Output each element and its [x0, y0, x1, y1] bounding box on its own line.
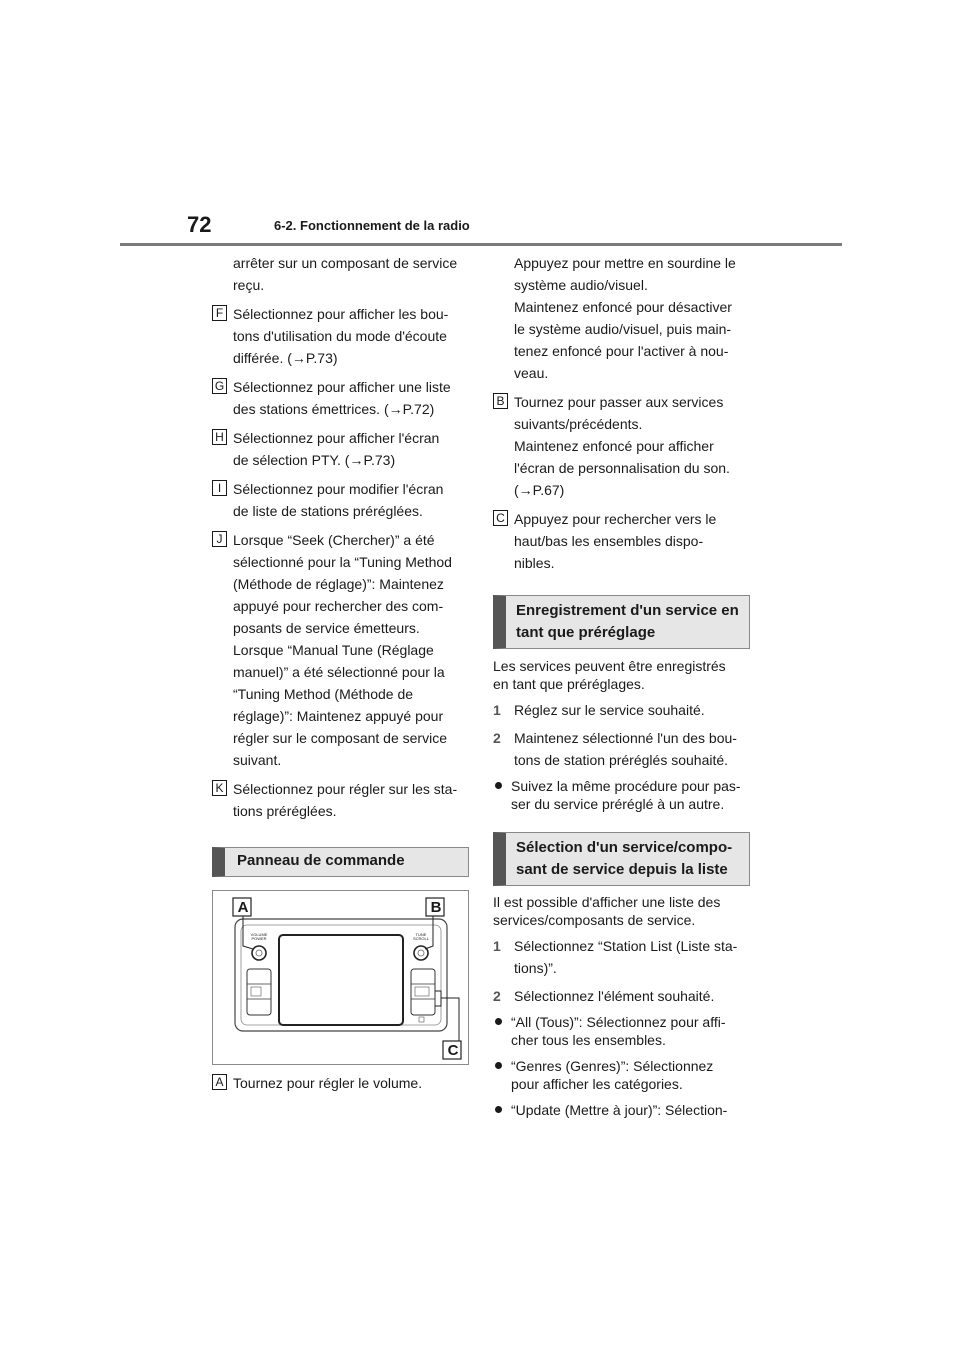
text-line: ser du service préréglé à un autre. — [511, 796, 725, 812]
continued-text — [493, 252, 753, 384]
text-line: tons de station préréglés souhaité. — [514, 752, 729, 768]
text-line: Suivez la même procédure pour pas- — [511, 778, 741, 794]
text-line: Maintenez sélectionné l'un des bou- — [514, 730, 737, 746]
figure-label-a: A — [237, 899, 249, 916]
text-line: régler sur le composant de service — [233, 730, 447, 746]
text-line: pour afficher les catégories. — [511, 1076, 683, 1092]
text-line: tenez enfoncé pour l'activer à nou- — [514, 343, 729, 359]
text-line: posants de service émetteurs. — [233, 620, 420, 636]
bullet-item — [493, 1013, 755, 1049]
text-line: nibles. — [514, 555, 555, 571]
step-number: 2 — [493, 988, 501, 1004]
marker-b: B — [493, 393, 508, 409]
list-intro — [493, 893, 755, 929]
text-line: suivant. — [233, 752, 282, 768]
marker-g: G — [212, 378, 227, 394]
heading-line: sant de service depuis la liste — [516, 861, 728, 878]
step-number: 1 — [493, 938, 501, 954]
text-line: veau. — [514, 365, 549, 381]
text-line: suivants/précédents. — [514, 416, 643, 432]
text-line: tons d'utilisation du mode d'écoute — [233, 328, 447, 344]
text-line: “Genres (Genres)”: Sélectionnez — [511, 1058, 714, 1074]
control-panel-illustration — [213, 891, 468, 1064]
heading-line: Enregistrement d'un service en — [516, 602, 739, 619]
left-column — [212, 252, 472, 829]
text-line: Il est possible d'afficher une liste des — [493, 894, 721, 910]
text-line: “Tuning Method (Méthode de — [233, 686, 414, 702]
marker-j: J — [212, 531, 227, 547]
text-line: Appuyez pour rechercher vers le — [514, 511, 717, 527]
step-number: 1 — [493, 702, 501, 718]
knob-left-label: VOLUME POWER — [250, 932, 268, 941]
text-line: Tournez pour régler le volume. — [233, 1075, 423, 1091]
control-panel-figure — [212, 890, 469, 1065]
entry-i — [212, 478, 472, 522]
text-line: de sélection PTY. (→P.73) — [233, 452, 396, 468]
marker-h: H — [212, 429, 227, 445]
text-line: Lorsque “Manual Tune (Réglage — [233, 642, 434, 658]
entry-h — [212, 427, 472, 471]
entry-f — [212, 303, 472, 369]
presets-intro — [493, 657, 755, 693]
text-line: Sélectionnez pour régler sur les sta- — [233, 781, 458, 797]
text-line: différée. (→P.73) — [233, 350, 338, 366]
text-line: Sélectionnez l'élément souhaité. — [514, 988, 715, 1004]
bullet-item — [493, 777, 755, 813]
entry-a — [212, 1072, 472, 1094]
bullet-dot — [495, 1018, 502, 1025]
bullet-dot — [495, 782, 502, 789]
text-line: “Update (Mettre à jour)”: Sélection- — [511, 1102, 728, 1118]
bullet-dot — [495, 1062, 502, 1069]
text-line: (→P.67) — [514, 482, 565, 498]
step-1 — [493, 935, 755, 979]
step-number: 2 — [493, 730, 501, 746]
text-line: réglage)”: Maintenez appuyé pour — [233, 708, 444, 724]
text-line: Maintenez enfoncé pour afficher — [514, 438, 714, 454]
text-line: manuel)” a été sélectionné pour la — [233, 664, 445, 680]
bullet-dot — [495, 1106, 502, 1113]
presets-section — [493, 657, 755, 821]
step-1 — [493, 699, 755, 721]
marker-f: F — [212, 305, 227, 321]
text-line: “All (Tous)”: Sélectionnez pour affi- — [511, 1014, 726, 1030]
entry-c — [493, 508, 753, 574]
text-line: Lorsque “Seek (Chercher)” a été — [233, 532, 435, 548]
text-line: Sélectionnez “Station List (Liste sta- — [514, 938, 738, 954]
text-line: des stations émettrices. (→P.72) — [233, 401, 435, 417]
text-line: arrêter sur un composant de service — [233, 255, 458, 271]
knob-right-label: TUNE SCROLL — [412, 932, 429, 941]
text-line: Maintenez enfoncé pour désactiver — [514, 299, 732, 315]
entry-g — [212, 376, 472, 420]
figure-label-b: B — [430, 899, 442, 916]
text-line: le système audio/visuel, puis main- — [514, 321, 732, 337]
page-number: 72 — [187, 212, 212, 237]
text-line: Tournez pour passer aux services — [514, 394, 724, 410]
entry-k — [212, 778, 472, 822]
marker-a: A — [212, 1074, 227, 1090]
text-line: système audio/visuel. — [514, 277, 648, 293]
right-column — [493, 252, 753, 581]
step-2 — [493, 985, 755, 1007]
text-line: de liste de stations préréglées. — [233, 503, 423, 519]
text-line: sélectionné pour la “Tuning Method — [233, 554, 452, 570]
text-line: appuyé pour rechercher des com- — [233, 598, 444, 614]
text-line: Appuyez pour mettre en sourdine le — [514, 255, 736, 271]
step-2 — [493, 727, 755, 771]
text-line: (Méthode de réglage)”: Maintenez — [233, 576, 444, 592]
panel-heading: Panneau de commande — [212, 847, 469, 877]
text-line: Sélectionnez pour afficher les bou- — [233, 306, 449, 322]
text-line: Les services peuvent être enregistrés — [493, 658, 726, 674]
text-line: Sélectionnez pour modifier l'écran — [233, 481, 444, 497]
marker-c: C — [493, 510, 508, 526]
entry-b — [493, 391, 753, 501]
text-line: Réglez sur le service souhaité. — [514, 702, 705, 718]
text-line: Sélectionnez pour afficher l'écran — [233, 430, 440, 446]
header-rule — [120, 243, 842, 246]
figure-label-c: C — [447, 1042, 459, 1059]
bullet-item — [493, 1057, 755, 1093]
text-line: tions préréglées. — [233, 803, 337, 819]
text-line: tions)”. — [514, 960, 557, 976]
text-line: en tant que préréglages. — [493, 676, 645, 692]
list-section — [493, 893, 755, 1127]
text-line: l'écran de personnalisation du son. — [514, 460, 730, 476]
heading-line: Sélection d'un service/compo- — [516, 839, 733, 856]
entry-j — [212, 529, 472, 771]
marker-i: I — [212, 480, 227, 496]
text-line: Sélectionnez pour afficher une liste — [233, 379, 451, 395]
marker-k: K — [212, 780, 227, 796]
section-heading-list — [493, 832, 750, 886]
heading-line: tant que préréglage — [516, 624, 656, 641]
text-line: cher tous les ensembles. — [511, 1032, 666, 1048]
text-line: reçu. — [233, 277, 265, 293]
section-heading-presets — [493, 595, 750, 649]
intro-text — [212, 252, 472, 296]
section-header: 6-2. Fonctionnement de la radio — [274, 218, 470, 233]
text-line: haut/bas les ensembles dispo- — [514, 533, 704, 549]
bullet-item — [493, 1101, 755, 1119]
text-line: services/composants de service. — [493, 912, 696, 928]
